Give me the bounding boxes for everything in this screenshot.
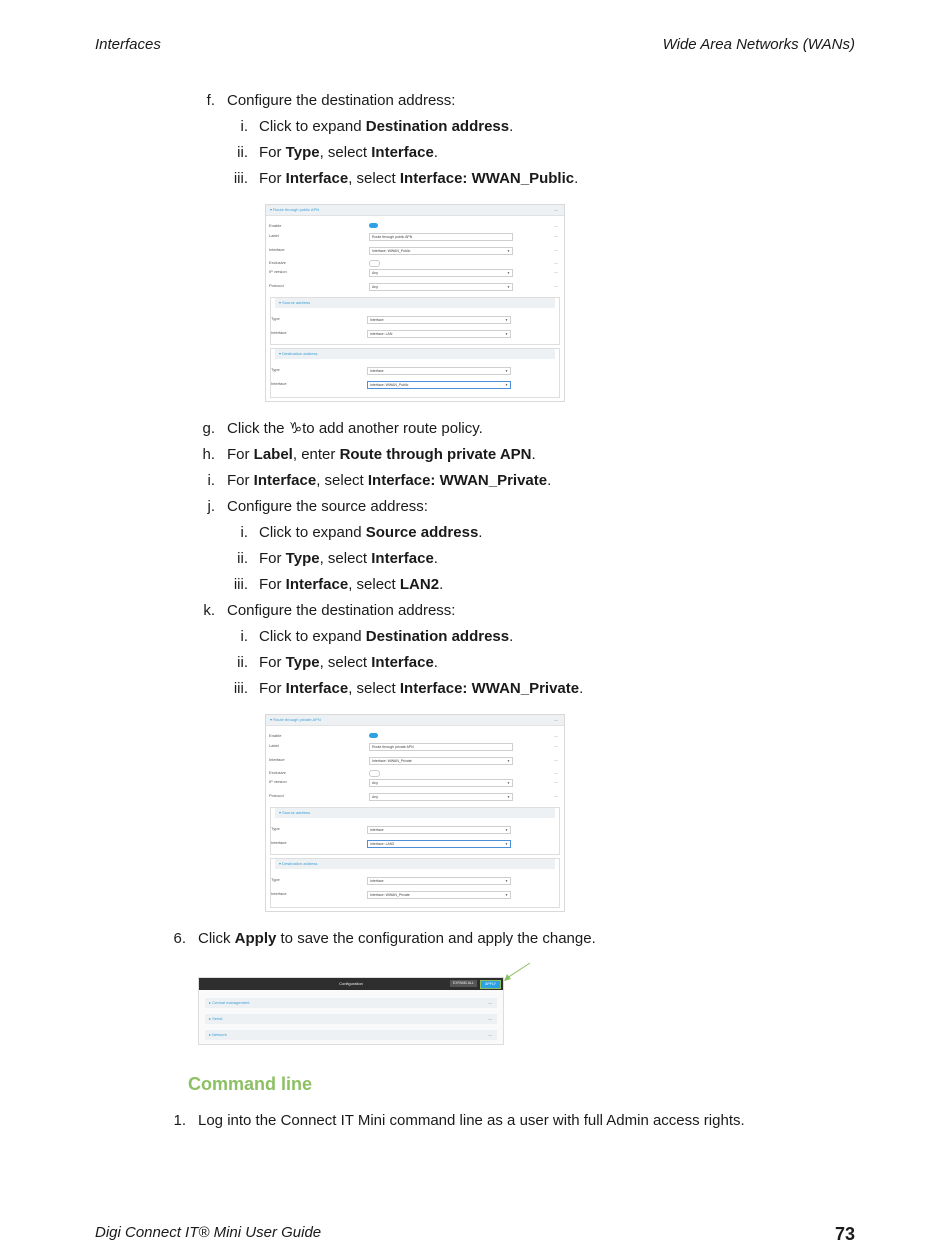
header-chapter: Wide Area Networks (WANs) — [662, 36, 855, 53]
central-management-item[interactable]: ▸ Central management — — [205, 998, 497, 1008]
expand-all-button[interactable]: EXPAND ALL — [450, 980, 477, 987]
destination-address-header[interactable]: ▾ Destination address — [275, 349, 555, 359]
arrow-icon — [500, 960, 534, 984]
exclusive-toggle[interactable] — [369, 260, 380, 267]
apply-button[interactable]: APPLY — [480, 980, 501, 989]
panel-title: ▾ Route through private APN — — [266, 715, 564, 726]
source-address-header[interactable]: ▾ Source address — [275, 298, 555, 308]
network-item[interactable]: ▸ Network — — [205, 1030, 497, 1040]
screenshot-configuration — [198, 977, 504, 1045]
label-field[interactable]: Route through private APN — [369, 743, 513, 751]
interface-select[interactable]: Interface: WWAN_Private ▼ — [369, 757, 513, 765]
page-number: 73 — [834, 1224, 855, 1244]
interface-select[interactable]: Interface: WWAN_Public ▼ — [369, 247, 513, 255]
config-toolbar: Configuration EXPAND ALL APPLY — [199, 978, 503, 990]
step-text: Configure the destination address: — [227, 92, 456, 109]
enable-toggle[interactable] — [369, 733, 378, 738]
enable-toggle[interactable] — [369, 223, 378, 228]
header-section: Interfaces — [95, 36, 161, 53]
serial-item[interactable]: ▸ Serial — — [205, 1014, 497, 1024]
panel-title: ▾ Route through public APN — — [266, 205, 564, 216]
add-icon: ♑ — [288, 420, 303, 437]
screenshot-private-apn: ▾ Route through private APN — Enable — Label Route through private APN — Interface Interface: WWAN_Private ▼ — Exclusive — IP version Any ▼ — Protocol Any ▼ — ▾ Source address Type Interface ▼ Interface Interface: LAN2 ▼ ▾ Destination address Type Interface ▼ Interface Interface: WWAN_Private ▼ — [265, 714, 565, 912]
footer-title: Digi Connect IT® Mini User Guide — [95, 1224, 322, 1241]
section-heading-command-line: Command line — [188, 1074, 313, 1094]
step-marker: f. — [206, 92, 215, 109]
screenshot-public-apn: ▾ Route through public APN — Enable — Label Route through public APN — Interface Interface: WWAN_Public ▼ — Exclusive — IP version Any ▼ — Protocol Any ▼ — ▾ Source address Type Interface ▼ Interface Interface: LAN ▼ ▾ Destination address Type Interface ▼ Interface Interface: WWAN_Public ▼ — [265, 204, 565, 402]
exclusive-toggle[interactable] — [369, 770, 380, 777]
label-field[interactable]: Route through public APN — [369, 233, 513, 241]
source-address-header[interactable]: ▾ Source address — [275, 808, 555, 818]
destination-address-header[interactable]: ▾ Destination address — [275, 859, 555, 869]
